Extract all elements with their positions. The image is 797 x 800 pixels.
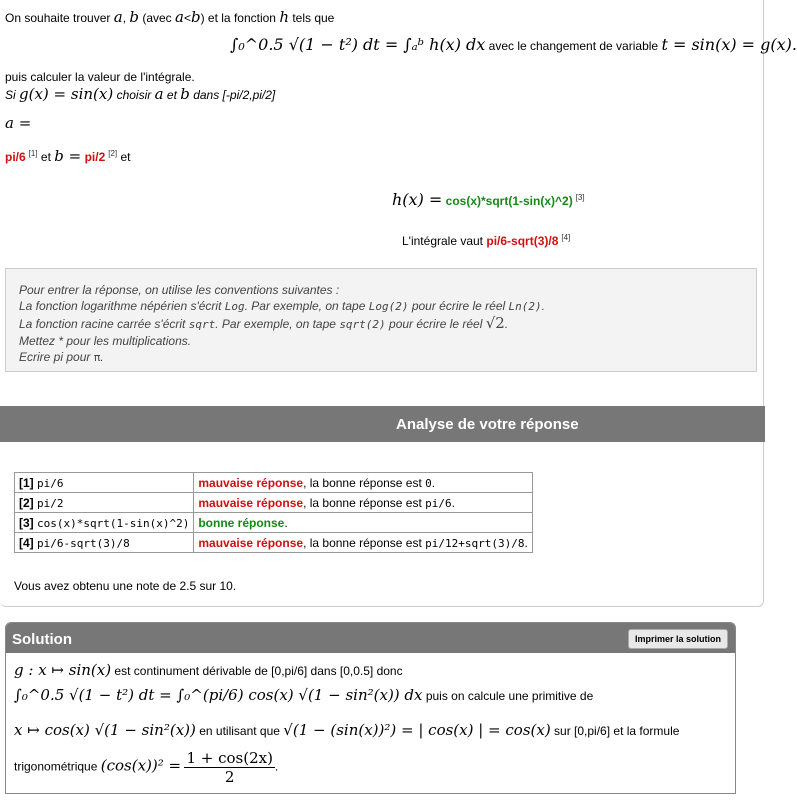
ref-2: [2] [108,149,118,158]
conventions-box: Pour entrer la réponse, on utilise les conventions suivantes : La fonction logarithme népérien s'écrit Log. Par exemple, on tape Log(2) pour écrire le réel Ln(2). La fonction racine carrée s'écrit sqrt. Par exemple, on tape sqrt(2) pour écrire le réel √2. Mettez * pour les multiplications. Ecrire pi pour π. [5,268,757,372]
solution-panel [5,622,736,794]
solution-header [6,623,735,653]
solution-line3: x ↦ cos(x) √(1 − sin²(x)) en utilisant que √(1 − (sin(x))²) = | cos(x) | = cos(x) sur [0,pi/6] et la formule [14,721,680,739]
answer-integral[interactable]: pi/6-sqrt(3)/8 [486,234,559,248]
statement-line1: On souhaite trouver a, b (avec a<b) et la fonction h tels que [5,8,335,26]
statement-line3: puis calculer la valeur de l'intégrale. [5,70,195,84]
answer-b[interactable]: pi/2 [84,150,106,164]
a-label: a = [5,114,32,132]
analysis-title: Analyse de votre réponse [396,416,579,433]
statement-line4: Si g(x) = sin(x) choisir a et b dans [-pi/2,pi/2] [5,85,276,103]
analysis-header [0,406,765,442]
table-row: [2] pi/2 mauvaise réponse, la bonne réponse est pi/6. [15,493,533,513]
integral-equation: ∫₀^0.5 √(1 − t²) dt = ∫ₐᵇ h(x) dx avec le changement de variable t = sin(x) = g(x). [230,35,797,54]
table-row: [3] cos(x)*sqrt(1-sin(x)^2) bonne réponse. [15,513,533,533]
answer-a[interactable]: pi/6 [5,150,26,164]
answers-ab: pi/6 [1] et b = pi/2 [2] et [5,147,131,165]
solution-title: Solution [12,631,72,648]
table-row: [1] pi/6 mauvaise réponse, la bonne réponse est 0. [15,473,533,493]
answer-h-line: h(x) = cos(x)*sqrt(1-sin(x)^2) [3] [392,190,585,209]
solution-line2: ∫₀^0.5 √(1 − t²) dt = ∫₀^(pi/6) cos(x) √(1 − sin²(x)) dx puis on calcule une primitive de [14,686,594,704]
ref-3: [3] [575,193,585,202]
solution-line4: trigonométrique (cos(x))² = $\frac{1 + \cos(2x)}{2}$ . [14,749,279,786]
score-text: Vous avez obtenu une note de 2.5 sur 10. [14,579,237,593]
table-row: [4] pi/6-sqrt(3)/8 mauvaise réponse, la bonne réponse est pi/12+sqrt(3)/8. [15,533,533,553]
ref-4: [4] [561,233,571,242]
solution-line1: g : x ↦ sin(x) est continument dérivable de [0,pi/6] dans [0,0.5] donc [14,661,403,679]
print-solution-button[interactable]: Imprimer la solution [628,629,728,649]
fraction: $\frac{1 + \cos(2x)}{2}$ [186,749,273,786]
results-table [14,472,533,553]
answer-h[interactable]: cos(x)*sqrt(1-sin(x)^2) [445,194,573,208]
integral-answer-line: L'intégrale vaut pi/6-sqrt(3)/8 [4] [402,233,571,248]
ref-1: [1] [28,149,38,158]
integral-lhs: ∫₀^0.5 √(1 − t²) dt = ∫ₐᵇ h(x) dx [230,35,486,54]
